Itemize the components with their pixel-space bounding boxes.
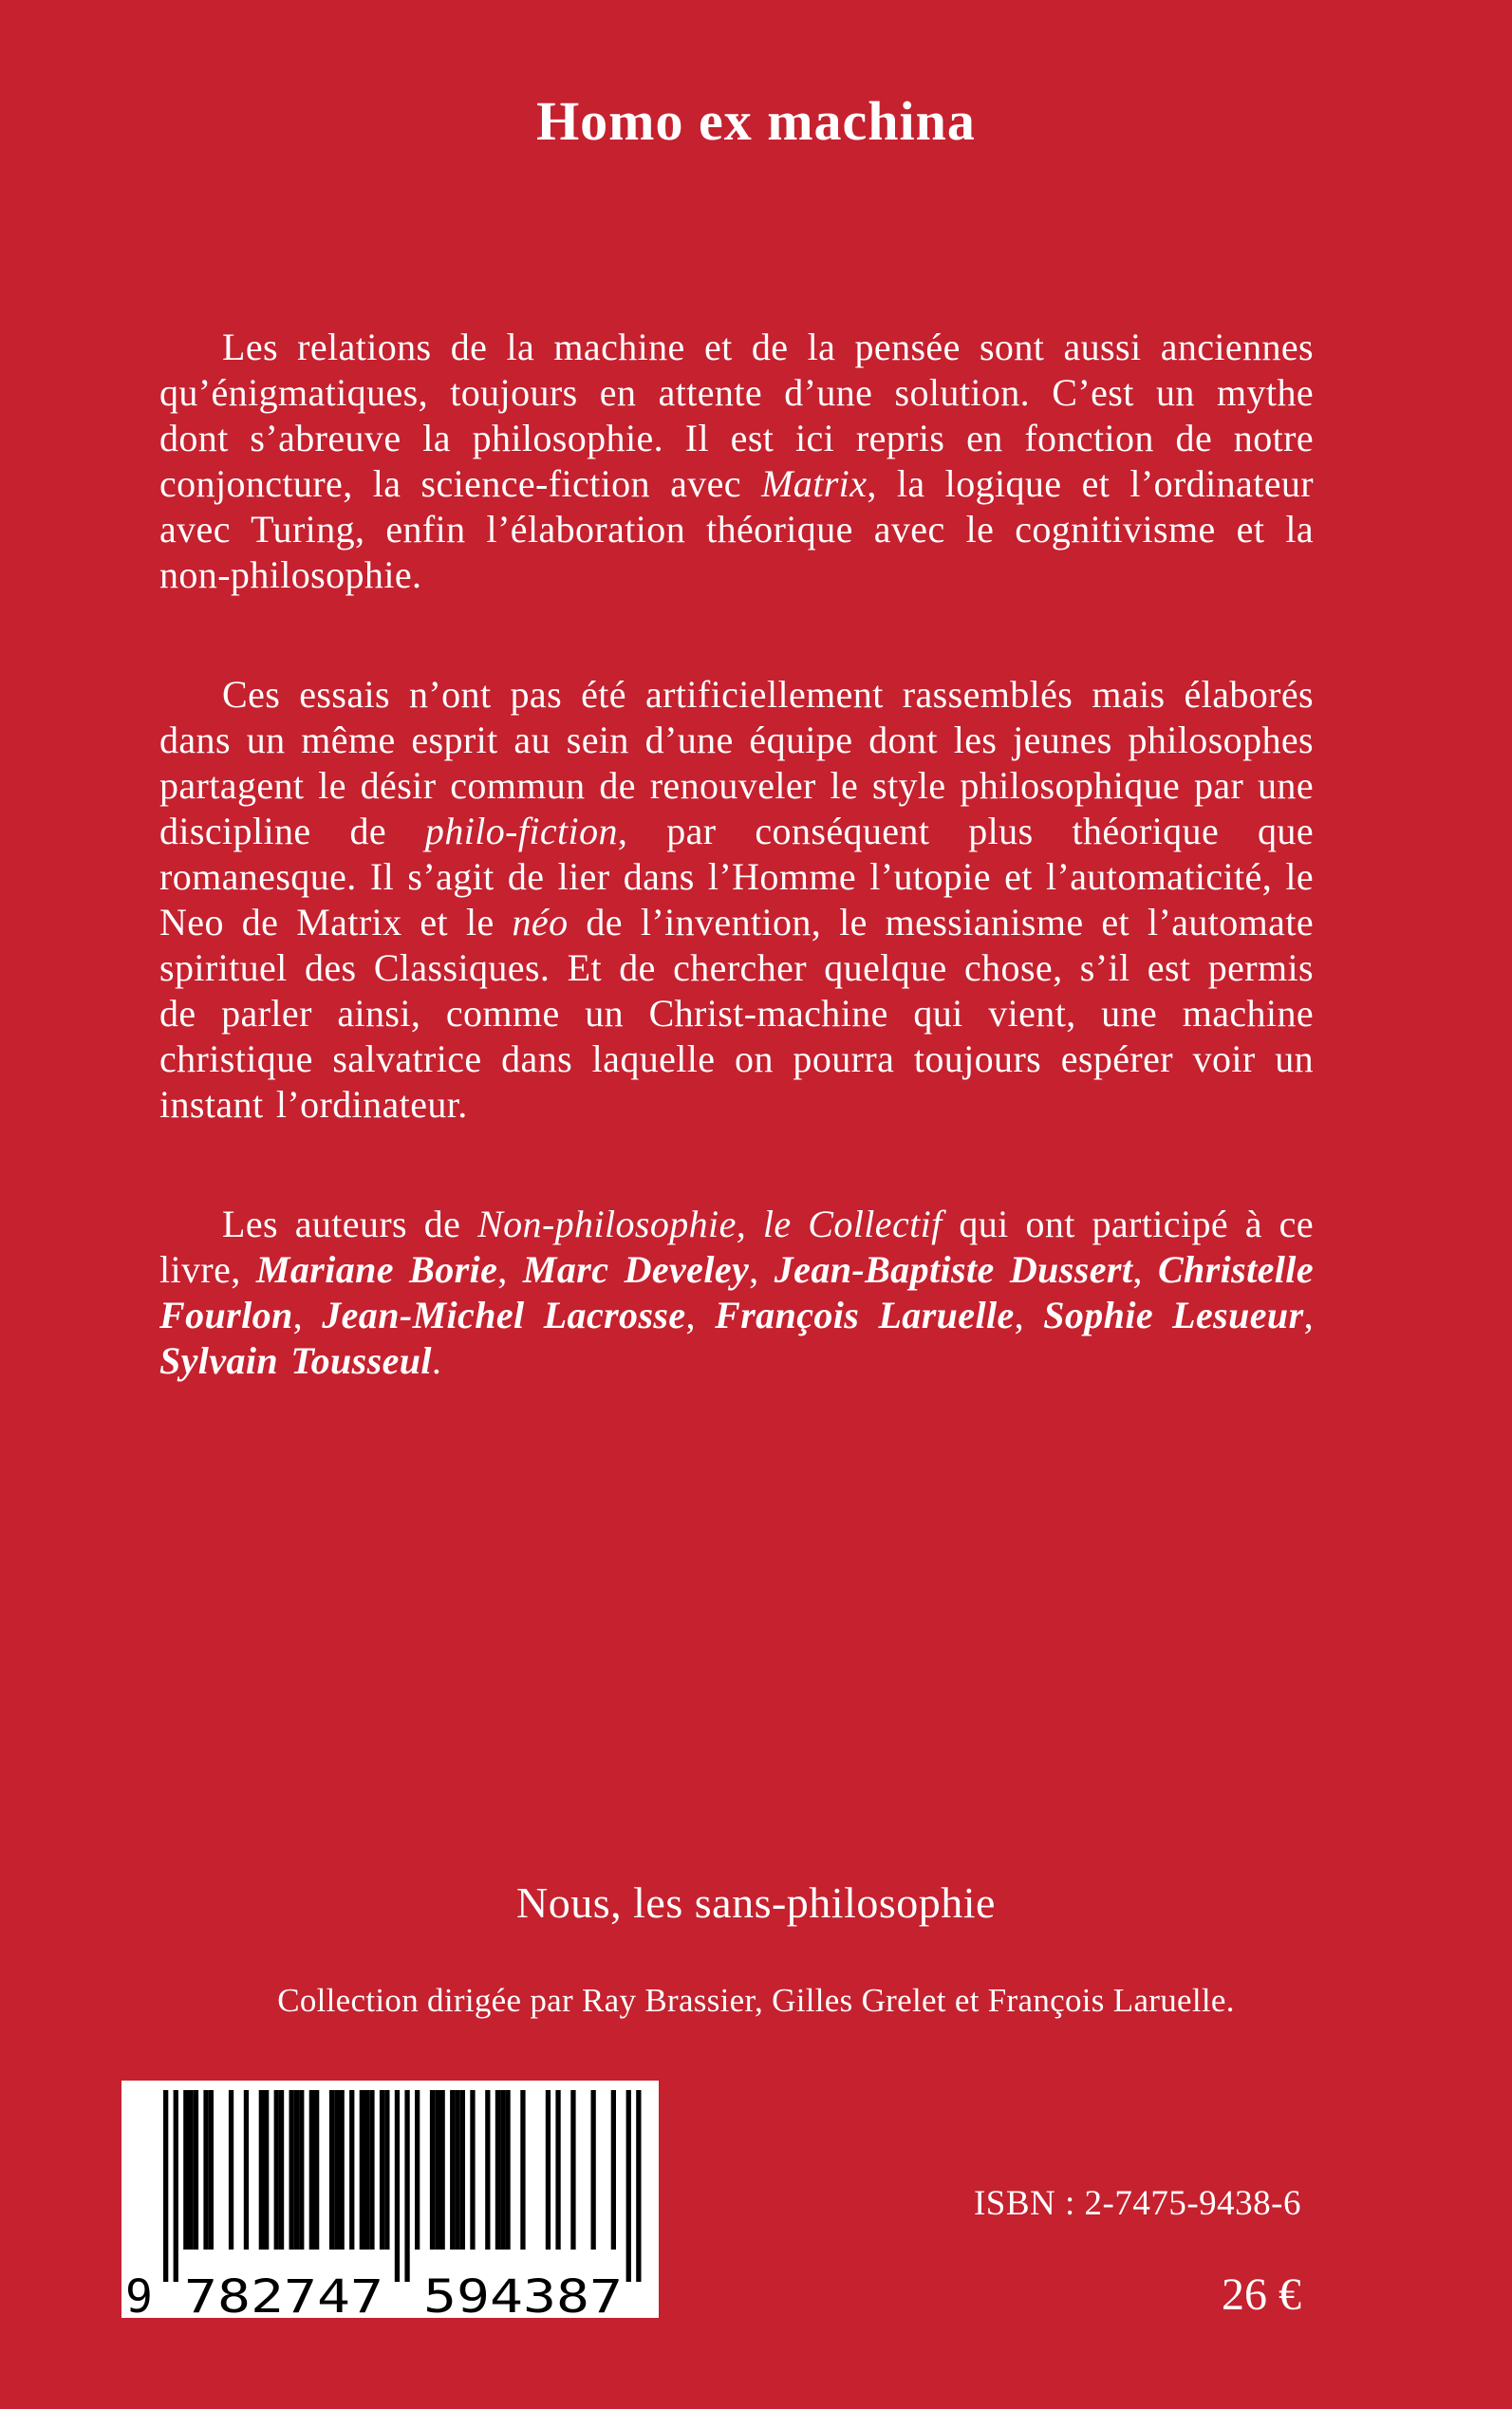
svg-text:9: 9 [125,2270,153,2318]
svg-text:782747: 782747 [184,2270,383,2318]
isbn: ISBN : 2-7475-9438-6 [973,2184,1301,2223]
book-title: Homo ex machina [536,90,976,152]
collection-credit: Collection dirigée par Ray Brassier, Gilles Grelet et François Laruelle. [277,1982,1235,2019]
barcode-box [121,2081,659,2318]
price: 26 € [1222,2269,1301,2320]
ean13-barcode [121,2081,659,2318]
svg-text:594387: 594387 [423,2270,623,2318]
synopsis-paragraph-2: Ces essais n’ont pas été artificiellement rassemblés mais élaborés dans un même esprit au sein d’une équipe dont les jeunes philosophes partagent le désir commun de renouveler le style philosophique par une discipline de philo-fiction, par conséquent plus théorique que romanesque. Il s’agit de lier dans l’Homme l’utopie et l’automaticité, le Neo de Matrix et le néo de l’invention, le messianisme et l’automate spirituel des Classiques. Et de chercher quelque chose, s’il est permis de parler ainsi, comme un Christ-machine qui vient, une machine christique salvatrice dans laquelle on pourra toujours espérer voir un instant l’ordinateur. [159,673,1314,1126]
authors-paragraph: Les auteurs de Non-philosophie, le Collectif qui ont participé à ce livre, Mariane Borie, Marc Develey, Jean-Baptiste Dussert, Christelle Fourlon, Jean-Michel Lacrosse, François Laruelle, Sophie Lesueur, Sylvain Tousseul. [159,1203,1314,1382]
synopsis-paragraph-1: Les relations de la machine et de la pensée sont aussi anciennes qu’énigmatiques, toujours en attente d’une solution. C’est un mythe dont s’abreuve la philosophie. Il est ici repris en fonction de notre conjoncture, la science-fiction avec Matrix, la logique et l’ordinateur avec Turing, enfin l’élaboration théorique avec le cognitivisme et la non-philosophie. [159,326,1314,596]
synopsis [159,325,1314,1384]
series-title: Nous, les sans-philosophie [516,1878,996,1927]
